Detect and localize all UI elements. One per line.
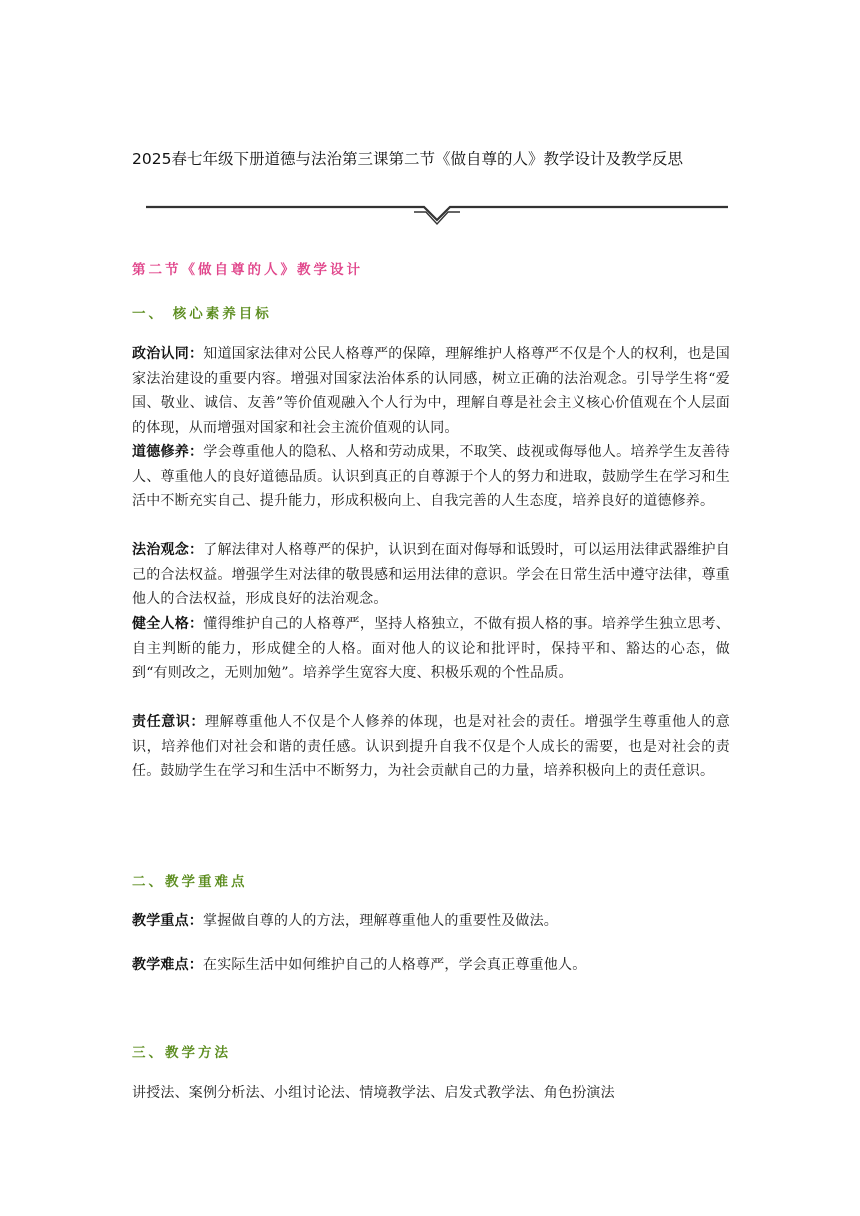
goal-moral-cultivation bbox=[132, 440, 730, 514]
focus-text: 掌握做自尊的人的方法，理解尊重他人的重要性及做法。 bbox=[203, 913, 558, 929]
goal-responsibility bbox=[132, 710, 730, 784]
goal-text: 学会尊重他人的隐私、人格和劳动成果，不取笑、歧视或侮辱他人。培养学生友善待人、尊重他人的良好道德品质。认识到真正的自尊源于个人的努力和进取，鼓励学生在学习和生活中不断充实自己、提升能力，形成积极向上、自我完善的人生态度，培养良好的道德修养。 bbox=[132, 444, 731, 509]
teaching-focus bbox=[132, 909, 730, 934]
goal-label: 道德修养： bbox=[132, 444, 204, 460]
goal-political-identity bbox=[132, 342, 730, 440]
teaching-difficulty bbox=[132, 953, 730, 978]
goal-label: 政治认同： bbox=[132, 346, 204, 362]
goal-label: 法治观念： bbox=[132, 542, 204, 558]
goal-label: 责任意识： bbox=[132, 714, 205, 730]
section-heading: 第二节《做自尊的人》教学设计 bbox=[132, 262, 363, 278]
goal-text: 了解法律对人格尊严的保护，认识到在面对侮辱和诋毁时，可以运用法律武器维护自己的合法权益。增强学生对法律的敬畏感和运用法律的意识。学会在日常生活中遵守法律，尊重他人的合法权益，形成良好的法治观念。 bbox=[132, 542, 731, 607]
goal-label: 健全人格： bbox=[132, 616, 204, 632]
methods-text: 讲授法、案例分析法、小组讨论法、情境教学法、启发式教学法、角色扮演法 bbox=[132, 1085, 615, 1101]
goal-text: 理解尊重他人不仅是个人修养的体现，也是对社会的责任。增强学生尊重他人的意识，培养他们对社会和谐的责任感。认识到提升自我不仅是个人成长的需要，也是对社会的责任。鼓励学生在学习和生活中不断努力，为社会贡献自己的力量，培养积极向上的责任意识。 bbox=[132, 714, 731, 779]
difficulty-text: 在实际生活中如何维护自己的人格尊严，学会真正尊重他人。 bbox=[203, 957, 587, 973]
focus-label: 教学重点： bbox=[132, 913, 203, 929]
difficulty-label: 教学难点： bbox=[132, 957, 203, 973]
goal-text: 懂得维护自己的人格尊严，坚持人格独立，不做有损人格的事。培养学生独立思考、自主判断的能力，形成健全的人格。面对他人的议论和批评时，保持平和、豁达的心态，做到“有则改之，无则加勉”。培养学生宽容大度、积极乐观的个性品质。 bbox=[132, 616, 731, 681]
methods-heading: 三、教学方法 bbox=[132, 1045, 231, 1061]
title-divider bbox=[146, 200, 728, 228]
goal-text: 知道国家法律对公民人格尊严的保障，理解维护人格尊严不仅是个人的权利，也是国家法治建设的重要内容。增强对国家法治体系的认同感，树立正确的法治观念。引导学生将“爱国、敬业、诚信、友善”等价值观融入个人行为中，理解自尊是社会主义核心价值观在个人层面的体现，从而增强对国家和社会主流价值观的认同。 bbox=[132, 346, 731, 436]
document-title: 2025春七年级下册道德与法治第三课第二节《做自尊的人》教学设计及教学反思 bbox=[132, 150, 683, 168]
key-points-heading: 二、教学重难点 bbox=[132, 874, 248, 890]
goal-sound-personality bbox=[132, 612, 730, 686]
goal-rule-of-law bbox=[132, 538, 730, 612]
goals-heading: 一、 核心素养目标 bbox=[132, 306, 272, 322]
